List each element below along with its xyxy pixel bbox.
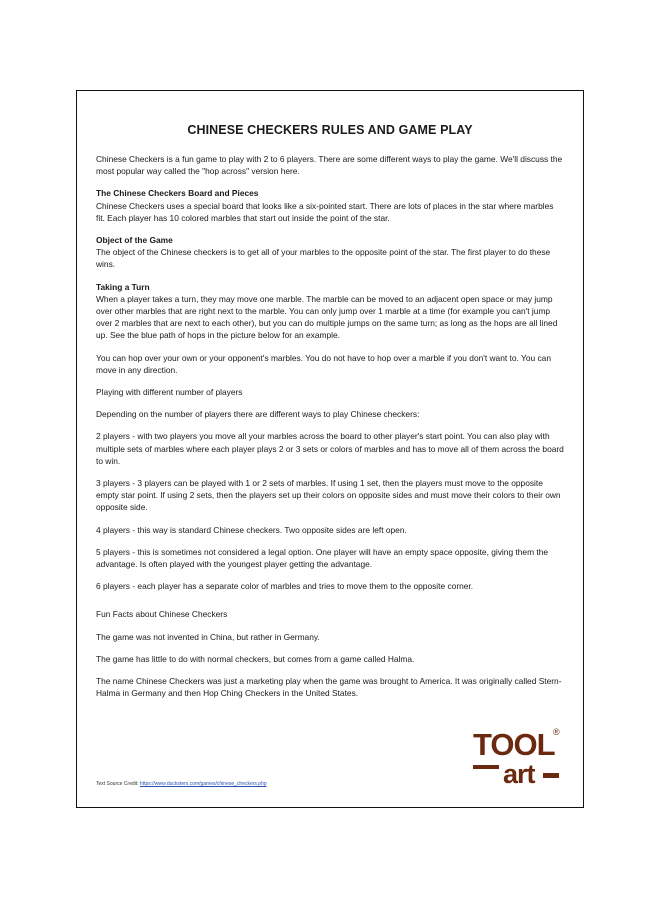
document-content [96, 123, 564, 700]
page-title: CHINESE CHECKERS RULES AND GAME PLAY [187, 123, 473, 137]
turn-paragraph: When a player takes a turn, they may move one marble. The marble can be moved to an adjacent open space or may jump over other marbles that are right next to the marble. You can only jump over 1 marble at a time (for example you can't jump over 2 marbles that are next to each other), but you can do multiple jumps on the same turn; as long as the hops are all lined up. See the blue path of hops in the picture below for an example. [96, 293, 558, 341]
credit-label: Text Source Credit: [96, 781, 139, 787]
tool-art-logo [471, 725, 563, 787]
fact-1-paragraph: The game was not invented in China, but rather in Germany. [96, 631, 320, 642]
players-6-paragraph: 6 players - each player has a separate color of marbles and tries to move them to the opposite corner. [96, 581, 474, 592]
depending-paragraph: Depending on the number of players there are different ways to play Chinese checkers: [96, 409, 420, 420]
object-heading: Object of the Game [96, 235, 173, 246]
source-credit [96, 781, 267, 787]
credit-link[interactable]: https://www.ducksters.com/games/chinese_checkers.php [139, 781, 267, 787]
players-4-paragraph: 4 players - this way is standard Chinese checkers. Two opposite sides are left open. [96, 524, 407, 535]
fact-2-paragraph: The game has little to do with normal checkers, but comes from a game called Halma. [96, 653, 415, 664]
board-heading: The Chinese Checkers Board and Pieces [96, 188, 259, 199]
hop-paragraph: You can hop over your own or your opponent's marbles. You do not have to hop over a marble if you don't want to. You can move in any direction. [96, 352, 551, 375]
turn-heading: Taking a Turn [96, 281, 150, 292]
facts-heading: Fun Facts about Chinese Checkers [96, 609, 228, 620]
logo-registered-mark: ® [553, 727, 560, 737]
object-paragraph: The object of the Chinese checkers is to get all of your marbles to the opposite point of the star. The first player to do these wins. [96, 247, 551, 270]
players-5-paragraph: 5 players - this is sometimes not considered a legal option. One player will have an empty space opposite, giving them the advantage. Is often played with the youngest player getting the advantage. [96, 546, 549, 570]
document-page [76, 90, 584, 808]
logo-bottom-text: art [503, 759, 535, 787]
logo-underline-left [473, 765, 499, 769]
fact-3-paragraph: The name Chinese Checkers was just a marketing play when the game was brought to America. It was originally called Stern-Halma in Germany and then Hop Ching Checkers in the United States. [96, 676, 562, 699]
logo-underline-right [543, 773, 559, 778]
players-heading: Playing with different number of players [96, 387, 243, 398]
logo-top-text: TOOL [473, 727, 555, 762]
board-paragraph: Chinese Checkers uses a special board that looks like a six-pointed start. There are lots of places in the star where marbles fit. Each player has 10 colored marbles that start out inside the point of the star. [96, 200, 554, 223]
players-3-paragraph: 3 players - 3 players can be played with 1 or 2 sets of marbles. If using 1 set, then the players must move to the opposite empty star point. If using 2 sets, then the players set up their colors on opposite sides and must move their colors to their own opposite side. [96, 478, 561, 513]
intro-paragraph: Chinese Checkers is a fun game to play with 2 to 6 players. There are some different ways to play the game. We'll discuss the most popular way called the "hop across" version here. [96, 154, 563, 177]
players-2-paragraph: 2 players - with two players you move all your marbles across the board to other player's start point. You can also play with multiple sets of marbles where each player plays 2 or 3 sets or colors of marbles and has to move all of them across the board to win. [96, 431, 564, 466]
